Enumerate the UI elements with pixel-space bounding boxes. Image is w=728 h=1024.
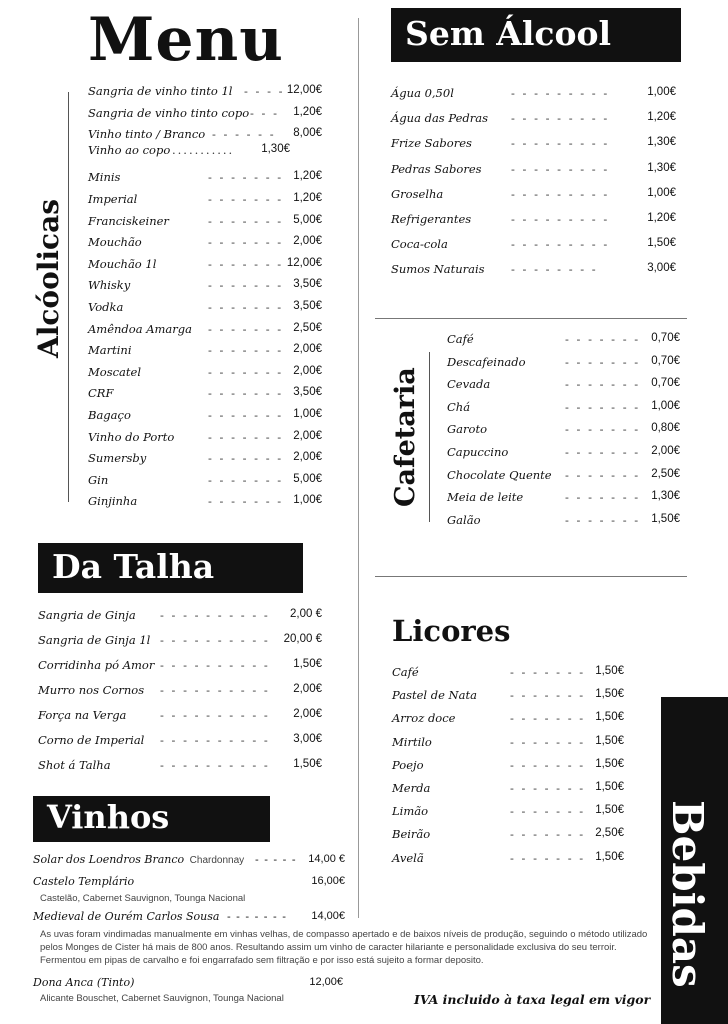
item-price: 1,50€ — [595, 781, 624, 793]
item-name: Meia de leite — [447, 490, 524, 505]
item-name: Sangria de vinho tinto copo — [88, 105, 250, 120]
item-leader: - - - - - - - — [510, 804, 586, 819]
list-item — [391, 86, 676, 104]
item-price: 1,20€ — [293, 105, 322, 118]
item-name: Vinho tinto / Branco — [88, 127, 206, 142]
item-name: CRF — [88, 386, 114, 401]
item-leader: - - - - - - - - - - — [160, 633, 270, 647]
item-price: 1,30€ — [651, 490, 680, 503]
item-leader: ........... — [172, 142, 235, 157]
item-name: Vodka — [88, 300, 124, 314]
vinho-2-sub: Castelão, Cabernet Sauvignon, Tounga Nacional — [40, 893, 246, 904]
divider-sem-alcool — [375, 318, 687, 319]
item-price: 12,00€ — [286, 256, 322, 269]
vinho-1-price: 14,00 € — [308, 853, 345, 865]
list-item — [88, 473, 322, 491]
item-name: Limão — [392, 804, 428, 819]
list-item — [391, 237, 676, 255]
list-item — [88, 214, 322, 232]
item-price: 1,50€ — [595, 711, 624, 724]
item-name: Pastel de Nata — [392, 688, 477, 703]
vinhos-banner — [33, 796, 270, 842]
list-item — [447, 490, 680, 508]
item-leader: - - - - - - - — [565, 422, 641, 437]
item-price: 1,00€ — [647, 86, 676, 98]
item-name: Chá — [447, 399, 471, 414]
item-leader: - - - - - - - — [208, 408, 284, 422]
item-name: Merda — [392, 781, 431, 795]
item-name: Corridinha pó Amor — [38, 658, 155, 672]
list-item — [392, 735, 624, 753]
item-leader: - - - - - - - — [208, 235, 284, 250]
sem-alcool-title: Sem Álcool — [405, 14, 612, 53]
list-item — [38, 608, 322, 626]
item-leader: - - - - - - - — [510, 711, 586, 726]
item-leader: - - - - - - - — [208, 192, 284, 206]
item-name: Pedras Sabores — [391, 161, 482, 176]
item-name: Groselha — [391, 186, 444, 201]
item-leader: - - - - - - - - - — [511, 186, 610, 201]
item-name: Poejo — [392, 757, 424, 772]
item-price: 0,80€ — [651, 422, 680, 435]
list-item — [88, 494, 322, 512]
item-price: 5,00€ — [293, 213, 322, 226]
item-name: Garoto — [447, 422, 488, 437]
item-leader: - - - - - - - - - - — [160, 733, 270, 747]
item-leader: - - - - - - - — [510, 734, 586, 749]
list-item — [391, 111, 676, 129]
list-item — [447, 445, 680, 463]
item-name: Mouchão — [88, 235, 142, 250]
item-name: Bagaço — [88, 408, 131, 422]
item-name: Murro nos Cornos — [38, 683, 145, 697]
item-name: Galão — [447, 512, 481, 527]
sem-alcool-banner — [391, 8, 681, 62]
item-price: 0,70€ — [651, 377, 680, 390]
item-leader: - - - - - - - — [510, 688, 586, 703]
item-name: Força na Verga — [38, 708, 127, 722]
item-price: 1,00€ — [293, 408, 322, 420]
alcoolicas-divider — [68, 92, 69, 502]
item-leader: - - - - — [244, 84, 285, 98]
vinho-3 — [33, 910, 345, 928]
list-item — [88, 365, 322, 383]
cafetaria-divider — [429, 352, 430, 522]
item-name: Beirão — [392, 827, 431, 842]
item-name: Refrigerantes — [391, 212, 472, 226]
item-leader: - - - - - - - — [565, 377, 641, 392]
item-price: 1,50€ — [595, 734, 624, 747]
item-leader: - - - - - - - - - — [511, 212, 610, 226]
list-item — [447, 468, 680, 486]
list-item — [391, 162, 676, 180]
item-price: 2,00€ — [651, 445, 680, 457]
list-item — [447, 332, 680, 350]
item-price: 0,70€ — [651, 332, 680, 344]
item-leader: - - - - - - - — [565, 490, 641, 505]
item-leader: - - - - - - - - - — [511, 136, 610, 151]
item-leader: - - - - - - - - - - — [160, 758, 270, 772]
item-price: 0,70€ — [651, 354, 680, 367]
item-leader: - - - - - - - — [208, 494, 284, 509]
item-price: 2,00€ — [293, 429, 322, 442]
item-name: Amêndoa Amarga — [88, 321, 192, 336]
list-item — [88, 322, 322, 340]
item-leader: - - - - - - - - - - — [160, 608, 270, 622]
item-leader: - - - - - - - — [565, 445, 641, 459]
item-leader: - - - - - - - — [208, 429, 284, 444]
alcoolicas-label: Alcóolicas — [32, 199, 65, 358]
item-leader: - - - - - - - — [510, 850, 586, 865]
vinho-2 — [33, 875, 345, 893]
item-leader: - - - - - - - - - - — [160, 708, 270, 722]
item-name: Shot á Talha — [38, 758, 111, 772]
list-item — [392, 688, 624, 706]
item-leader: - - - — [250, 105, 279, 120]
list-item — [38, 758, 322, 776]
vinhos-description: As uvas foram vindimadas manualmente em vinhas velhas, de compasso apertado e de baixos níveis de produção, seguindo o método utilizado pelos Monges de Cister há mais de 800 anos. Resultando assim um vinho de caracter hilariante e personalidade exclusiva do seu terroir. Fermentou em pipas de carvalho e foi engarrafado sem filtração e por isso está sujeito a formar deposito. — [40, 929, 648, 966]
item-leader: - - - - - - - - - — [511, 86, 610, 100]
list-item — [88, 106, 322, 124]
vinho-4-sub: Alicante Bouschet, Cabernet Sauvignon, Tounga Nacional — [40, 993, 284, 1004]
list-item — [88, 235, 322, 253]
item-name: Gin — [88, 472, 109, 487]
item-price: 12,00€ — [286, 84, 322, 96]
item-name: Sangria de Ginja 1l — [38, 633, 151, 647]
list-item — [88, 143, 322, 161]
list-item — [447, 422, 680, 440]
item-price: 1,50€ — [595, 850, 624, 863]
item-price: 3,50€ — [293, 278, 322, 291]
list-item — [88, 257, 322, 275]
item-name: Mirtilo — [392, 734, 432, 749]
list-item — [392, 827, 624, 845]
item-name: Café — [392, 665, 419, 679]
list-item — [88, 343, 322, 361]
list-item — [88, 451, 322, 469]
item-price: 1,20€ — [293, 170, 322, 183]
da-talha-title: Da Talha — [52, 547, 215, 586]
vinho-4-name: Dona Anca (Tinto) — [33, 976, 135, 989]
item-price: 5,00€ — [293, 472, 322, 485]
item-name: Descafeinado — [447, 354, 526, 369]
item-name: Cevada — [447, 377, 491, 392]
cafetaria-label: Cafetaria — [390, 367, 421, 507]
list-item — [392, 665, 624, 683]
list-item — [447, 513, 680, 531]
list-item — [392, 804, 624, 822]
item-leader: - - - - - - - — [208, 213, 284, 228]
item-price: 1,30€ — [647, 136, 676, 149]
item-price: 2,00€ — [293, 708, 322, 720]
list-item — [391, 187, 676, 205]
center-divider — [358, 18, 359, 918]
list-item — [392, 711, 624, 729]
item-name: Martini — [88, 343, 132, 358]
menu-title: Menu — [88, 5, 284, 75]
item-leader: - - - - - - - — [208, 321, 284, 336]
list-item — [88, 192, 322, 210]
item-name: Água 0,50l — [391, 86, 454, 100]
item-price: 1,20€ — [647, 111, 676, 124]
list-item — [88, 278, 322, 296]
item-leader: - - - - - - - — [565, 512, 641, 527]
list-item — [391, 136, 676, 154]
list-item — [38, 708, 322, 726]
item-price: 2,50€ — [651, 467, 680, 480]
item-name: Coca-cola — [391, 237, 448, 252]
divider-cafetaria — [375, 576, 687, 577]
item-price: 1,50€ — [647, 237, 676, 250]
item-leader: - - - - - - - — [208, 300, 284, 314]
list-item — [391, 212, 676, 230]
item-name: Arroz doce — [392, 711, 456, 726]
item-name: Mouchão 1l — [88, 256, 157, 271]
item-price: 2,00€ — [293, 235, 322, 248]
item-leader: - - - - - - - — [565, 354, 641, 369]
item-price: 2,50€ — [293, 321, 322, 334]
item-name: Água das Pedras — [391, 111, 489, 126]
vinho-1-name: Solar dos Loendros Branco — [33, 853, 185, 866]
list-item — [447, 355, 680, 373]
list-item — [38, 683, 322, 701]
vinho-3-dots: - - - - - - - — [226, 910, 287, 923]
list-item — [88, 408, 322, 426]
item-price: 2,00 € — [290, 608, 322, 620]
item-leader: - - - - - - - — [510, 665, 586, 679]
item-leader: - - - - - - - — [208, 386, 284, 401]
item-price: 1,50€ — [595, 688, 624, 701]
list-item — [447, 400, 680, 418]
item-name: Corno de Imperial — [38, 733, 145, 747]
item-price: 3,50€ — [293, 386, 322, 399]
vinhos-title: Vinhos — [47, 798, 170, 836]
item-name: Capuccino — [447, 445, 509, 459]
iva-footer: IVA incluido à taxa legal em vigor — [414, 992, 651, 1007]
item-price: 2,00€ — [293, 343, 322, 356]
item-name: Sangria de vinho tinto 1l — [88, 84, 233, 98]
item-name: Chocolate Quente — [447, 467, 552, 482]
item-price: 1,20€ — [293, 192, 322, 204]
item-price: 1,30€ — [647, 161, 676, 174]
item-price: 1,30€ — [261, 142, 290, 155]
list-item — [38, 733, 322, 751]
list-item — [88, 170, 322, 188]
list-item — [392, 781, 624, 799]
list-item — [88, 84, 322, 102]
item-name: Whisky — [88, 278, 131, 293]
item-price: 1,50€ — [595, 757, 624, 770]
list-item — [391, 262, 676, 280]
item-price: 1,20€ — [647, 212, 676, 224]
item-price: 2,50€ — [595, 827, 624, 840]
list-item — [38, 658, 322, 676]
item-name: Sumos Naturais — [391, 262, 485, 277]
list-item — [88, 430, 322, 448]
item-leader: - - - - - - - — [510, 781, 586, 795]
item-price: 2,00€ — [293, 364, 322, 377]
list-item — [392, 758, 624, 776]
item-leader: - - - - - - - — [510, 827, 586, 842]
item-price: 1,00€ — [293, 494, 322, 507]
item-leader: - - - - - - - - - — [511, 237, 610, 252]
item-name: Franciskeiner — [88, 213, 169, 228]
item-leader: - - - - - - - — [208, 451, 284, 466]
item-leader: - - - - - - - — [510, 757, 586, 772]
item-leader: - - - - - - — [212, 127, 276, 142]
bebidas-label: Bebidas — [663, 800, 712, 988]
vinho-2-name: Castelo Templário — [33, 875, 135, 888]
item-price: 1,00€ — [647, 186, 676, 199]
item-leader: - - - - - - - - — [511, 262, 598, 277]
item-price: 3,50€ — [293, 300, 322, 312]
item-leader: - - - - - - - — [565, 467, 641, 482]
item-name: Sumersby — [88, 451, 147, 466]
list-item — [88, 386, 322, 404]
item-leader: - - - - - - - - - — [511, 161, 610, 176]
item-price: 3,00€ — [293, 733, 322, 745]
item-leader: - - - - - - - — [565, 399, 641, 414]
item-leader: - - - - - - - - - - — [160, 658, 270, 672]
list-item — [392, 851, 624, 869]
vinho-1-dots: - - - - - — [255, 853, 297, 866]
item-price: 1,50€ — [293, 658, 322, 670]
item-name: Imperial — [88, 192, 138, 206]
item-leader: - - - - - - - — [565, 332, 641, 346]
vinho-4 — [33, 976, 343, 994]
item-price: 1,00€ — [651, 399, 680, 412]
item-price: 2,00€ — [293, 683, 322, 695]
item-price: 1,50€ — [595, 804, 624, 817]
item-leader: - - - - - - - — [208, 170, 284, 185]
item-leader: - - - - - - - — [208, 343, 284, 358]
item-leader: - - - - - - - — [208, 364, 284, 379]
vinho-1-note: Chardonnay — [189, 855, 245, 866]
list-item — [38, 633, 322, 651]
item-price: 20,00 € — [283, 633, 322, 645]
item-leader: - - - - - - - - - - — [160, 683, 270, 697]
vinho-3-price: 14,00€ — [311, 910, 345, 922]
item-price: 1,50€ — [651, 512, 680, 525]
licores-title: Licores — [392, 614, 511, 648]
item-name: Café — [447, 332, 474, 346]
item-leader: - - - - - - - — [208, 278, 284, 293]
item-name: Sangria de Ginja — [38, 608, 136, 622]
vinho-1 — [33, 853, 345, 871]
vinho-4-price: 12,00€ — [309, 976, 343, 988]
item-price: 2,00€ — [293, 451, 322, 464]
item-price: 3,00€ — [647, 262, 676, 275]
item-price: 1,50€ — [595, 665, 624, 677]
item-leader: - - - - - - - — [208, 256, 284, 271]
item-name: Vinho ao copo — [88, 142, 171, 157]
item-name: Ginjinha — [88, 494, 138, 509]
item-name: Minis — [88, 170, 121, 185]
item-leader: - - - - - - - — [208, 472, 284, 487]
da-talha-banner — [38, 543, 303, 593]
item-price: 1,50€ — [293, 758, 322, 770]
item-price: 8,00€ — [293, 127, 322, 140]
list-item — [447, 377, 680, 395]
vinho-2-price: 16,00€ — [311, 875, 345, 887]
list-item — [88, 300, 322, 318]
item-leader: - - - - - - - - - — [511, 111, 610, 126]
item-name: Avelã — [392, 850, 424, 865]
vinho-3-name: Medieval de Ourém Carlos Sousa — [33, 910, 220, 923]
item-name: Frize Sabores — [391, 136, 472, 151]
item-name: Moscatel — [88, 364, 142, 379]
item-name: Vinho do Porto — [88, 429, 175, 444]
